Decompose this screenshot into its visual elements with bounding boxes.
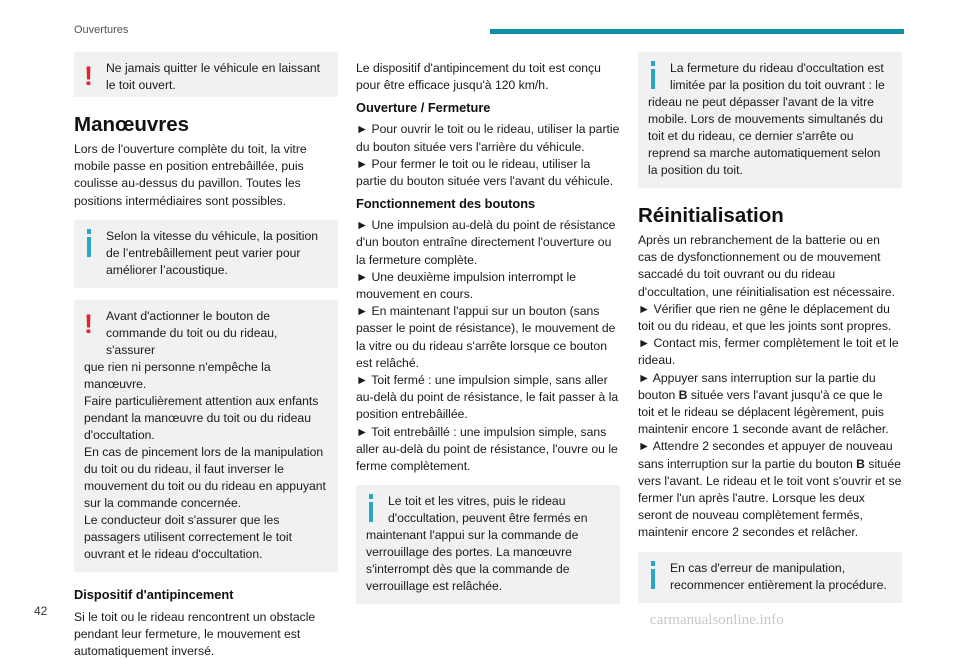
info-first-lines: Le toit et les vitres, puis le rideau d'occultation, peuvent être fermés en [388, 494, 588, 526]
exclamation-icon: ! [84, 61, 93, 91]
section-title-manoeuvres: Manœuvres [74, 113, 190, 136]
button-b-label: B [856, 456, 865, 471]
antipincement-paragraph: Si le toit ou le rideau rencontrent un obstacle pendant leur fermeture, le mouvement est automatiquement inversé. [74, 609, 316, 659]
antipincement-speed-paragraph: Le dispositif d'antipincement du toit est conçu pour être efficace jusqu'à 120 km/h. [356, 61, 601, 93]
info-text: En cas d'erreur de manipulation, recommencer entièrement la procédure. [670, 560, 887, 592]
page-number: 42 [34, 604, 48, 618]
exclamation-icon: ! [84, 308, 93, 339]
reinit-text-part-3: située vers l'avant. Le rideau et le toit vont s'ouvrir et se fermer l'un après l'autre. Lorsque les deux seront de nouveau complètement fermés, maintenir encore 2 secondes et relâcher. [638, 456, 902, 540]
button-b-label: B [678, 387, 688, 402]
warning-box-safety [74, 300, 338, 572]
column-left [74, 52, 338, 660]
info-icon [648, 561, 662, 591]
column-middle [356, 60, 620, 604]
info-first-lines: La fermeture du rideau d'occultation est limitée par la position du toit ouvrant : le [670, 61, 885, 92]
info-text: Selon la vitesse du véhicule, la position de l’entrebâillement peut varier pour améliorer l’acoustique. [106, 228, 319, 277]
column-right [638, 52, 902, 603]
warning-rest-text: que rien ni personne n'empêche la manœuvre. Faire particulièrement attention aux enfants pendant la manœuvre du toit ou du rideau d'occultation. En cas de pincement lors de la manipulation du toit ou du rideau, il faut inverser le mouvement du toit ou du rideau en appuyant sur la commande concernée. Le conducteur doit s'assurer que les passagers utilisent correctement le toit ouvrant et le rideau d'occultation. [84, 359, 326, 561]
warning-box-roof-open [74, 52, 338, 97]
info-icon [84, 229, 98, 259]
info-rest-text: rideau ne peut dépasser l'avant de la vitre mobile. Lors de mouvements simultanés du toit et du rideau, ce dernier s'arrête ou reprend sa marche automatiquement selon la position du toit. [648, 95, 884, 177]
subsection-title-ouverture-fermeture: Ouverture / Fermeture [356, 100, 491, 116]
info-icon [366, 494, 380, 524]
warning-text: Ne jamais quitter le véhicule en laissant le toit ouvert. [106, 61, 321, 92]
header-section-title: Ouvertures [74, 24, 129, 36]
subsection-title-fonctionnement: Fonctionnement des boutons [356, 196, 536, 212]
info-box-rideau [638, 52, 902, 188]
ouverture-fermeture-paragraph: ► Pour ouvrir le toit ou le rideau, utiliser la partie du bouton située vers l'arrière du véhicule. ► Pour fermer le toit ou le rideau, utiliser la partie du bouton située vers l'avant du véhicule. [356, 122, 620, 189]
header-accent-rule [490, 29, 904, 34]
info-box-verrouillage [356, 485, 620, 604]
manoeuvres-paragraph: Lors de l'ouverture complète du toit, la vitre mobile passe en position entrebâillée, puis coulisse au-dessus du pavillon. Toutes les positions intermédiaires sont possibles. [74, 142, 307, 208]
reinitialisation-paragraph [638, 232, 902, 542]
fonctionnement-paragraph: ► Une impulsion au-delà du point de résistance d'un bouton entraîne directement l'ouverture ou la fermeture complète. ► Une deuxième impulsion interrompt le mouvement en cours. ► En maintenant l'appui sur un bouton (sans passer le point de résistance), le mouvement de la vitre ou du rideau s'arrête lorsque ce bouton est relâché. ► Toit fermé : une impulsion simple, sans aller au-delà du point de résistance, le fait passer à la position entrebâillée. ► Toit entrebâillé : une impulsion simple, sans aller au-delà du point de résistance, l'ouvre ou le ferme complètement. [356, 218, 619, 474]
reinit-text-part-1: Après un rebranchement de la batterie ou en cas de dysfonctionnement ou de mouvement saccadé du toit ouvrant ou du rideau d'occultation, une réinitialisation est nécessaire. ► Vérifier que rien ne gêne le déplacement du toit ou du rideau, et que les joints sont propres. ► Contact mis, fermer complètement le toit et le rideau. ► Appuyer sans interruption sur la partie du bouton [638, 233, 899, 402]
warning-first-lines: Avant d'actionner le bouton de commande du toit ou du rideau, s'assurer [106, 308, 278, 357]
section-title-reinitialisation: Réinitialisation [638, 204, 784, 227]
reinit-text-part-2: située vers l'avant jusqu'à ce que le toit et le rideau se déplacent légèrement, puis maintenir encore 1 seconde avant de relâcher. ► Attendre 2 secondes et appuyer de nouveau sans interruption sur la partie du bouton [638, 387, 893, 471]
info-box-erreur [638, 552, 902, 603]
subsection-title-antipincement: Dispositif d'antipincement [74, 586, 234, 602]
watermark: carmanualsonline.info [650, 612, 784, 628]
info-rest-text: maintenant l'appui sur la commande de verrouillage des portes. La manœuvre s'interrompt dès que la commande de verrouillage est relâchée. [366, 528, 579, 594]
info-box-acoustique [74, 220, 338, 288]
info-icon [648, 61, 662, 91]
